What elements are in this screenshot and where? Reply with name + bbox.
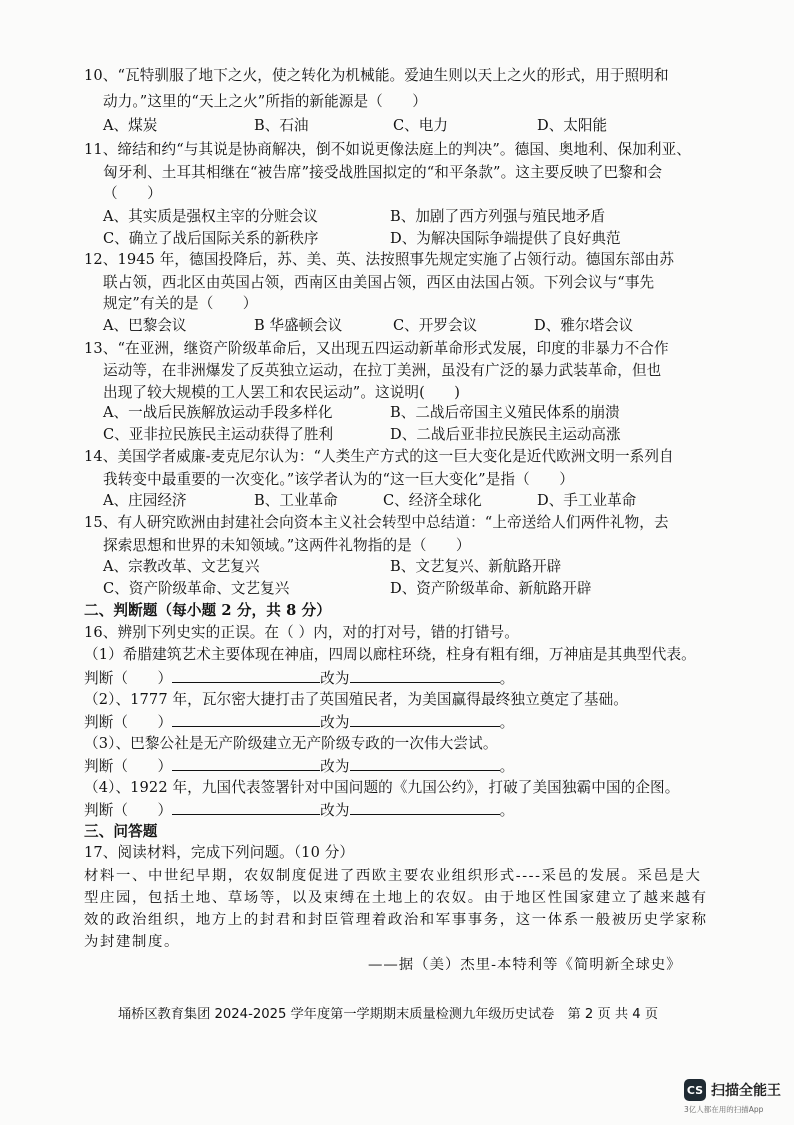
answer-blank[interactable]	[172, 712, 320, 727]
q11-stem-line2: 匈牙利、土耳其相继在“被告席”接受战胜国拟定的“和平条款”。这主要反映了巴黎和会	[103, 164, 663, 181]
q12-option-d: D、雅尔塔会议	[534, 317, 634, 334]
q16-answer-row-2	[84, 712, 514, 733]
page-footer: 埇桥区教育集团 2024-2025 学年度第一学期期末质量检测九年级历史试卷 第 2 页 共 4 页	[118, 1007, 659, 1022]
period: 。	[499, 670, 515, 687]
q17-material-line2: 型庄园，包括土地、草场等，以及束缚在土地上的农奴。由于地区性国家建立了越来越有	[84, 890, 708, 906]
correction-blank[interactable]	[350, 756, 500, 771]
correction-blank[interactable]	[350, 668, 500, 683]
q13-stem-line2: 运动等，在非洲爆发了反英独立运动，在拉丁美洲，虽没有广泛的暴力武装革命，但也	[103, 362, 662, 379]
q17-material-line1: 材料一、中世纪早期，农奴制度促进了西欧主要农业组织形式----采邑的发展。采邑是大	[84, 868, 702, 884]
q11-option-a: A、其实质是强权主宰的分赃会议	[103, 208, 318, 225]
q15-option-c: C、资产阶级革命、文艺复兴	[103, 580, 290, 597]
period: 。	[499, 714, 515, 731]
q14-stem-line1: 14、美国学者威廉-麦克尼尔认为：“人类生产方式的这一巨大变化是近代欧洲文明一系列自	[84, 448, 674, 465]
q10-option-a: A、煤炭	[103, 117, 158, 134]
correction-blank[interactable]	[350, 712, 500, 727]
q10-option-b: B、石油	[254, 117, 309, 134]
scanner-watermark	[684, 1079, 781, 1101]
q16-statement-2: （2）、1777 年，瓦尔密大捷打击了英国殖民者，为美国赢得最终独立奠定了基础。	[84, 691, 628, 708]
q13-option-a: A、一战后民族解放运动手段多样化	[103, 404, 333, 421]
q10-stem-line2: 动力。”这里的“天上之火”所指的新能源是（ ）	[103, 93, 427, 110]
period: 。	[499, 758, 515, 775]
q16-statement-1: （1）希腊建筑艺术主要体现在神庙，四周以廊柱环绕，柱身有粗有细，万神庙是其典型代表。	[84, 646, 696, 663]
scanner-logo-icon: CS	[684, 1079, 706, 1101]
q16-statement-4: （4）、1922 年，九国代表签署针对中国问题的《九国公约》，打破了美国独霸中国的企图。	[84, 779, 680, 796]
q14-option-b: B、工业革命	[254, 492, 338, 509]
scanner-app-name: 扫描全能王	[711, 1083, 781, 1099]
q15-option-a: A、宗教改革、文艺复兴	[103, 558, 260, 575]
q15-stem-line1: 15、有人研究欧洲由封建社会向资本主义社会转型中总结道：“上帝送给人们两件礼物，去	[84, 514, 669, 531]
section-heading-judgment: 二、判断题（每小题 2 分，共 8 分）	[84, 602, 331, 619]
q13-stem-line3: 出现了较大规模的工人罢工和农民运动”。这说明( )	[103, 384, 461, 401]
q15-option-b: B、文艺复兴、新航路开辟	[390, 558, 562, 575]
q11-option-b: B、加剧了西方列强与殖民地矛盾	[390, 208, 606, 225]
q12-option-c: C、开罗会议	[393, 317, 478, 334]
q15-stem-line2: 探索思想和世界的未知领域。”这两件礼物指的是（ ）	[103, 537, 471, 554]
q13-stem-line1: 13、“在亚洲，继资产阶级革命后，又出现五四运动新革命形式发展，印度的非暴力不合作	[84, 340, 669, 357]
q14-stem-line2: 我转变中最重要的一次变化。”该学者认为的“这一巨大变化”是指（ ）	[103, 471, 574, 488]
judge-label: 判断（ ）	[84, 714, 173, 731]
q12-stem-line3: 规定”有关的是（ ）	[103, 295, 258, 312]
judge-label: 判断（ ）	[84, 758, 173, 775]
section-heading-qa: 三、问答题	[84, 823, 158, 840]
q17-source: ——据（美）杰里-本特利等《简明新全球史》	[368, 957, 682, 973]
q14-option-d: D、手工业革命	[537, 492, 637, 509]
q11-option-d: D、为解决国际争端提供了良好典范	[390, 230, 621, 247]
q12-option-b: B 华盛顿会议	[254, 317, 343, 334]
judge-label: 判断（ ）	[84, 802, 173, 819]
q16-statement-3: （3）、巴黎公社是无产阶级建立无产阶级专政的一次伟大尝试。	[84, 735, 498, 752]
judge-label: 判断（ ）	[84, 670, 173, 687]
q10-option-c: C、电力	[393, 117, 448, 134]
q11-stem-line1: 11、缔结和约“与其说是协商解决，倒不如说更像法庭上的判决”。德国、奥地利、保加利亚、	[84, 141, 691, 158]
change-label: 改为	[320, 802, 350, 819]
change-label: 改为	[320, 670, 350, 687]
period: 。	[499, 802, 515, 819]
q17-material-line4: 为封建制度。	[84, 934, 180, 950]
q16-answer-row-4	[84, 800, 514, 821]
scanner-tagline: 3亿人都在用的扫描App	[684, 1105, 764, 1114]
q16-intro: 16、辨别下列史实的正误。在（ ）内，对的打对号，错的打错号。	[84, 624, 519, 641]
q10-option-d: D、太阳能	[537, 117, 608, 134]
q13-option-b: B、二战后帝国主义殖民体系的崩溃	[390, 404, 620, 421]
q12-option-a: A、巴黎会议	[103, 317, 187, 334]
change-label: 改为	[320, 714, 350, 731]
q13-option-c: C、亚非拉民族民主运动获得了胜利	[103, 426, 334, 443]
correction-blank[interactable]	[350, 800, 500, 815]
answer-blank[interactable]	[172, 756, 320, 771]
answer-blank[interactable]	[172, 668, 320, 683]
q14-option-c: C、经济全球化	[383, 492, 482, 509]
q15-option-d: D、资产阶级革命、新航路开辟	[390, 580, 592, 597]
q17-material-line3: 效的政治组织，地方上的封君和封臣管理着政治和军事事务，这一体系一般被历史学家称	[84, 912, 708, 928]
q12-stem-line2: 联占领，西北区由英国占领，西南区由美国占领，西区由法国占领。下列会议与“事先	[103, 274, 655, 291]
q11-option-c: C、确立了战后国际关系的新秩序	[103, 230, 319, 247]
q16-answer-row-1	[84, 668, 514, 689]
q11-stem-line3: （ ）	[103, 185, 162, 202]
q16-answer-row-3	[84, 756, 514, 777]
q13-option-d: D、二战后亚非拉民族民主运动高涨	[390, 426, 621, 443]
q17-title: 17、阅读材料，完成下列问题。（10 分）	[84, 844, 355, 861]
q10-stem-line1: 10、“瓦特驯服了地下之火，使之转化为机械能。爱迪生则以天上之火的形式，用于照明和	[84, 67, 669, 84]
q14-option-a: A、庄园经济	[103, 492, 187, 509]
answer-blank[interactable]	[172, 800, 320, 815]
q12-stem-line1: 12、1945 年，德国投降后，苏、美、英、法按照事先规定实施了占领行动。德国东部由苏	[84, 251, 675, 268]
change-label: 改为	[320, 758, 350, 775]
